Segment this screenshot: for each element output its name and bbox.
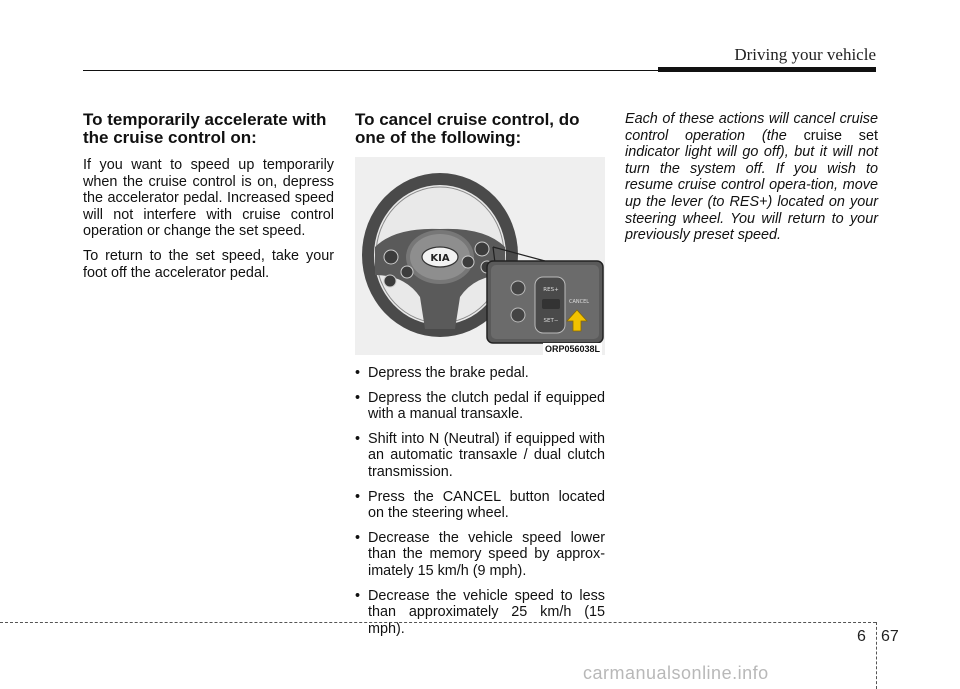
cancel-list bbox=[355, 365, 605, 637]
watermark: carmanualsonline.info bbox=[583, 663, 769, 683]
bullet-icon: • bbox=[355, 430, 361, 447]
list-item-text: Shift into N (Neutral) if equipped with an automatic transaxle / dual clutch transmission. bbox=[368, 430, 605, 480]
list-item bbox=[355, 588, 605, 638]
section-title: Driving your vehicle bbox=[734, 45, 876, 64]
steering-wheel-figure bbox=[355, 157, 605, 355]
page-number: 67 bbox=[881, 628, 899, 645]
list-item-text: Decrease the vehicle speed lower than the memory speed by approx-imately 15 km/h (9 mph). bbox=[368, 529, 605, 579]
list-item bbox=[355, 431, 605, 481]
accelerate-paragraph-2: To return to the set speed, take your foot off the accelerator pedal. bbox=[83, 247, 334, 281]
header-rule-accent bbox=[658, 67, 876, 72]
list-item-text: Depress the brake pedal. bbox=[368, 365, 529, 381]
list-item bbox=[355, 365, 605, 382]
bullet-icon: • bbox=[355, 587, 361, 604]
cancel-label: CANCEL bbox=[568, 299, 590, 305]
accelerate-paragraph-1: If you want to speed up temporarily when the cruise control is on, depress the accelerator pedal. Increased speed will not interfere with cruise control operation or change the set speed. bbox=[83, 157, 334, 240]
column-cancel bbox=[355, 111, 605, 645]
figure-caption: ORP056038L bbox=[544, 344, 600, 354]
note-paragraph: Each of these actions will cancel cruise control operation (the cruise set indicator light will go off), but it will not turn the system off. If you wish to resume cruise control opera-tion, move up the lever (to RES+) located on your steering wheel. You will return to your previously preset speed. bbox=[625, 111, 878, 244]
set-label: SET− bbox=[543, 318, 559, 324]
list-item-text: Decrease the vehicle speed to less than approximately 25 km/h (15 mph). bbox=[368, 587, 605, 637]
chapter-number: 6 bbox=[857, 628, 866, 645]
footer-divider bbox=[876, 622, 878, 689]
footer-rule bbox=[0, 622, 876, 623]
cancel-heading: To cancel cruise control, do one of the following: bbox=[355, 110, 580, 147]
column-note bbox=[625, 111, 878, 252]
list-item bbox=[355, 530, 605, 580]
kia-logo: KIA bbox=[430, 253, 450, 264]
bullet-icon: • bbox=[355, 389, 361, 406]
bullet-icon: • bbox=[355, 365, 361, 381]
steering-wheel-illustration bbox=[355, 157, 605, 355]
bullet-icon: • bbox=[355, 529, 361, 546]
column-accelerate bbox=[83, 111, 334, 289]
list-item-text: Press the CANCEL button located on the steering wheel. bbox=[368, 488, 605, 522]
accelerate-heading: To temporarily accelerate with the cruise control on: bbox=[83, 110, 327, 147]
list-item-text: Depress the clutch pedal if equipped with a manual transaxle. bbox=[368, 389, 605, 423]
list-item bbox=[355, 489, 605, 522]
bullet-icon: • bbox=[355, 488, 361, 505]
res-label: RES+ bbox=[543, 287, 559, 293]
list-item bbox=[355, 390, 605, 423]
